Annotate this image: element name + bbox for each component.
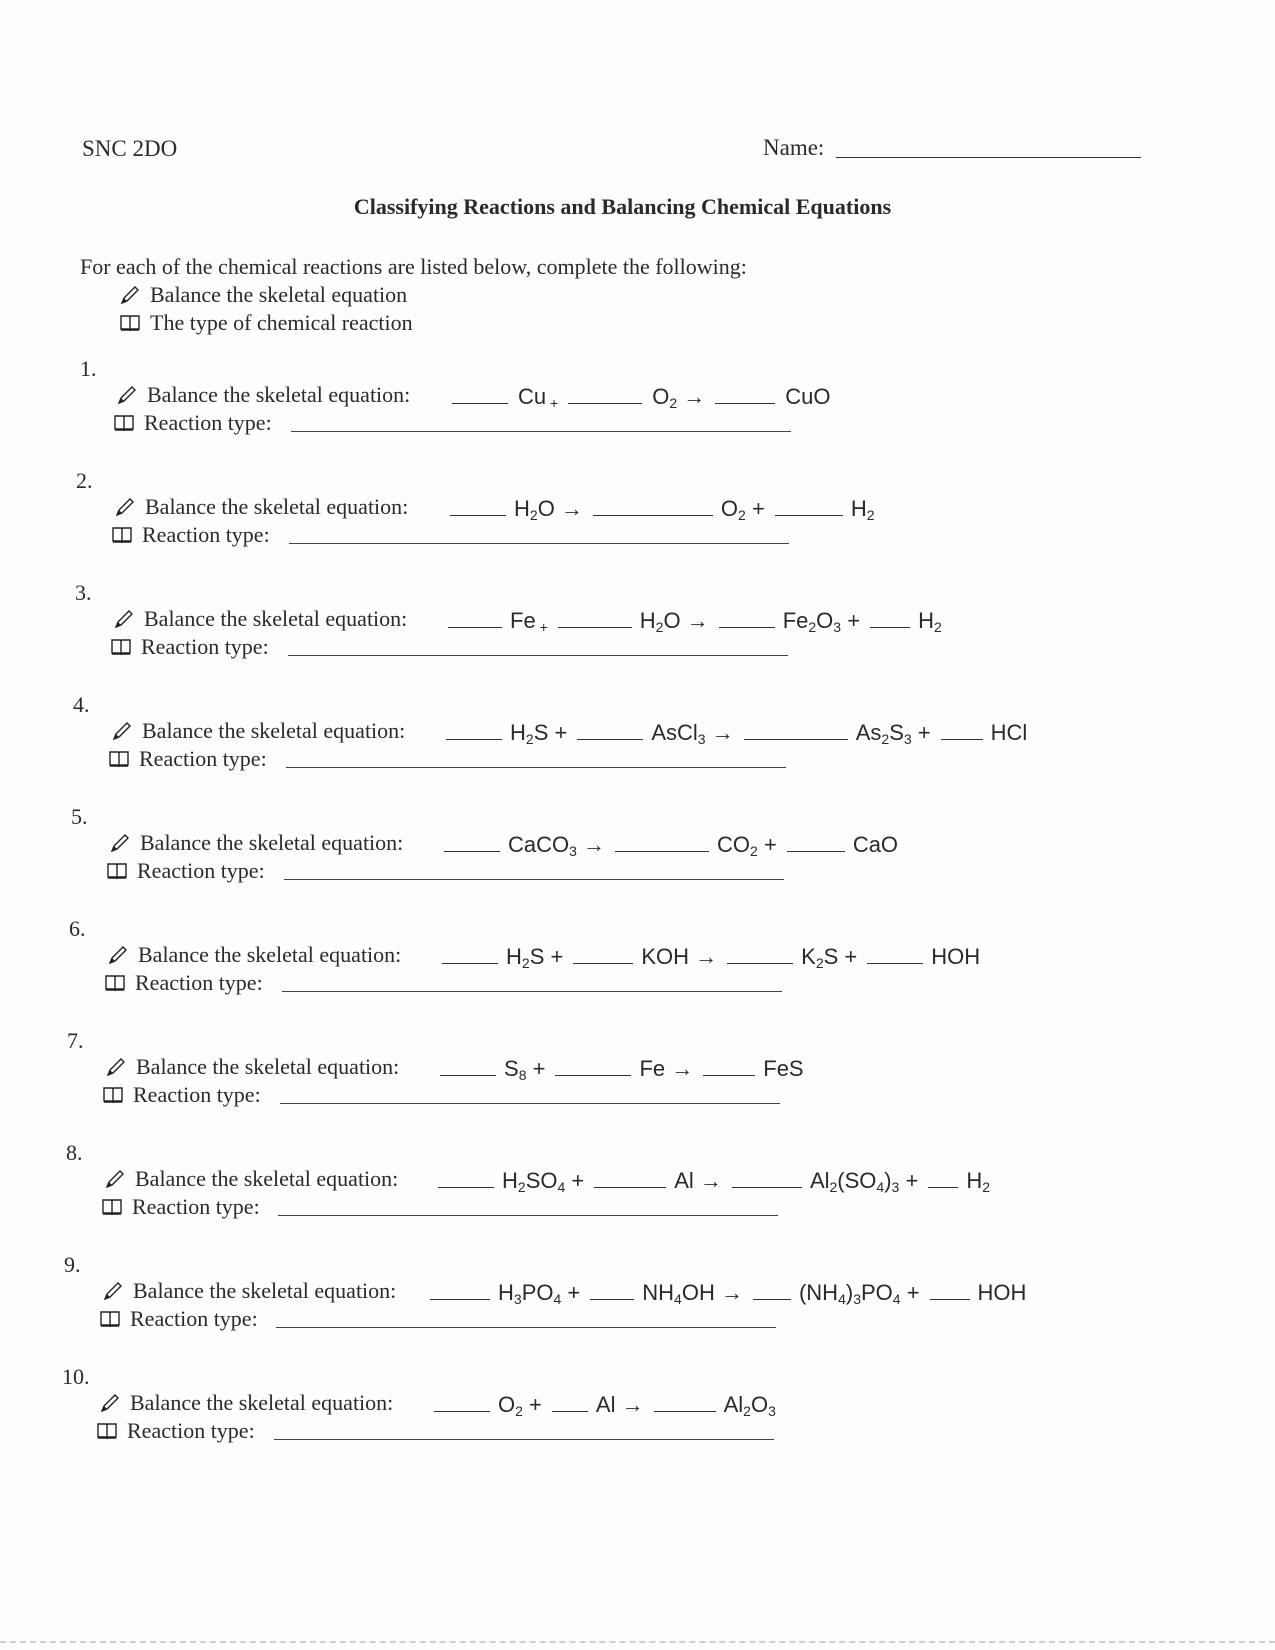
coefficient-blank[interactable] <box>727 962 793 964</box>
problem-number: 6. <box>69 916 86 941</box>
balance-label <box>108 942 401 968</box>
book-icon <box>97 1420 117 1438</box>
skeletal-equation <box>446 496 881 522</box>
reaction-type-field[interactable] <box>274 1438 774 1440</box>
coefficient-blank[interactable] <box>654 1410 716 1412</box>
balance-label <box>103 1278 396 1304</box>
page-title: Classifying Reactions and Balancing Chemical Equations <box>353 194 892 219</box>
chemical-formula: CaCO$_3$ → <box>508 832 606 859</box>
pencil-icon <box>106 1056 126 1074</box>
skeletal-equation <box>426 1280 1032 1306</box>
chemical-formula: $As_2S_3$ + <box>855 720 931 747</box>
chemical-formula: HCl <box>990 720 1028 745</box>
instruction-text: The type of chemical reaction <box>150 310 413 335</box>
book-icon <box>102 1196 122 1214</box>
reaction-type-label <box>102 1194 260 1220</box>
chemical-formula: $H_2$ <box>918 608 942 635</box>
pencil-icon <box>105 1168 125 1186</box>
name-field[interactable] <box>836 157 1141 158</box>
coefficient-blank[interactable] <box>870 626 910 628</box>
balance-label-text: Balance the skeletal equation: <box>130 1390 394 1415</box>
coefficient-blank[interactable] <box>930 1298 970 1300</box>
balance-label-text: Balance the skeletal equation: <box>144 606 408 631</box>
pencil-icon <box>120 284 140 302</box>
reaction-type-field[interactable] <box>284 878 784 880</box>
coefficient-blank[interactable] <box>732 1186 802 1188</box>
balance-label <box>112 718 405 744</box>
problem-number: 1. <box>80 356 97 381</box>
balance-label <box>114 606 407 632</box>
chemical-formula: $S_8$ + <box>504 1056 546 1083</box>
skeletal-equation <box>444 608 948 634</box>
chemical-formula: $CO_2$ + <box>717 832 777 859</box>
reaction-type-label <box>109 746 267 772</box>
chemical-formula: $Al_2O_3$ <box>723 1392 776 1419</box>
reaction-type-label-text: Reaction type: <box>132 1194 260 1219</box>
coefficient-blank[interactable] <box>438 1186 494 1188</box>
coefficient-blank[interactable] <box>719 626 775 628</box>
chemical-formula: Al → <box>595 1392 644 1417</box>
skeletal-equation <box>436 1056 810 1082</box>
reaction-type-label-text: Reaction type: <box>130 1306 258 1331</box>
reaction-type-label <box>103 1082 261 1108</box>
book-icon <box>105 972 125 990</box>
balance-label <box>110 830 403 856</box>
balance-label-text: Balance the skeletal equation: <box>138 942 402 967</box>
problem-number: 5. <box>71 804 88 829</box>
balance-label <box>115 494 408 520</box>
coefficient-blank[interactable] <box>787 850 845 852</box>
book-icon <box>120 312 140 330</box>
pencil-icon <box>108 944 128 962</box>
chemical-formula: $H_2S$ + <box>510 720 568 747</box>
coefficient-blank[interactable] <box>568 402 642 404</box>
balance-label-text: Balance the skeletal equation: <box>133 1278 397 1303</box>
pencil-icon <box>115 496 135 514</box>
reaction-type-label-text: Reaction type: <box>133 1082 261 1107</box>
reaction-type-label <box>112 522 270 548</box>
book-icon <box>107 860 127 878</box>
book-icon <box>112 524 132 542</box>
coefficient-blank[interactable] <box>440 1074 496 1076</box>
coefficient-blank[interactable] <box>744 738 848 740</box>
problem-number: 9. <box>64 1252 81 1277</box>
coefficient-blank[interactable] <box>442 962 498 964</box>
balance-label <box>117 382 410 408</box>
reaction-type-label <box>97 1418 255 1444</box>
pencil-icon <box>117 384 137 402</box>
reaction-type-label-text: Reaction type: <box>139 746 267 771</box>
reaction-type-field[interactable] <box>289 542 789 544</box>
balance-label-text: Balance the skeletal equation: <box>135 1166 399 1191</box>
problem-number: 7. <box>67 1028 84 1053</box>
problem-number: 3. <box>75 580 92 605</box>
chemical-formula: KOH → <box>641 944 718 969</box>
reaction-type-label <box>107 858 265 884</box>
reaction-type-label <box>105 970 263 996</box>
problem-number: 8. <box>66 1140 83 1165</box>
pencil-icon <box>114 608 134 626</box>
coefficient-blank[interactable] <box>867 962 923 964</box>
instruction-bullet-balance <box>120 282 407 308</box>
pencil-icon <box>112 720 132 738</box>
coefficient-blank[interactable] <box>703 1074 755 1076</box>
chemical-formula: $Al_2(SO_4)_3$ + <box>809 1168 919 1195</box>
pencil-icon <box>103 1280 123 1298</box>
pencil-icon <box>110 832 130 850</box>
book-icon <box>114 412 134 430</box>
book-icon <box>100 1308 120 1326</box>
coefficient-blank[interactable] <box>753 1298 791 1300</box>
chemical-formula: CuO <box>785 384 831 409</box>
chemical-formula: $H_3PO_4$ + <box>498 1280 581 1307</box>
instructions-intro: For each of the chemical reactions are listed below, complete the following: <box>80 254 747 279</box>
reaction-type-field[interactable] <box>282 990 782 992</box>
chemical-formula: FeS <box>763 1056 804 1081</box>
reaction-type-label <box>114 410 272 436</box>
coefficient-blank[interactable] <box>577 738 643 740</box>
chemical-formula: $(NH_4)_3PO_4$ + <box>798 1280 920 1307</box>
reaction-type-label-text: Reaction type: <box>135 970 263 995</box>
coefficient-blank[interactable] <box>444 850 500 852</box>
reaction-type-field[interactable] <box>276 1326 776 1328</box>
book-icon <box>109 748 129 766</box>
chemical-formula: $H_2O$ → <box>514 496 583 523</box>
reaction-type-field[interactable] <box>288 654 788 656</box>
coefficient-blank[interactable] <box>928 1186 958 1188</box>
instruction-bullet-type <box>120 310 413 336</box>
chemical-formula: $H_2$ <box>850 496 875 523</box>
chemical-formula: $H_2O$ → <box>639 608 709 635</box>
chemical-formula: $O_2$ + <box>498 1392 542 1419</box>
reaction-type-label-text: Reaction type: <box>141 634 269 659</box>
reaction-type-field[interactable] <box>280 1102 780 1104</box>
instruction-text: Balance the skeletal equation <box>150 282 408 307</box>
skeletal-equation <box>442 720 1033 746</box>
balance-label-text: Balance the skeletal equation: <box>136 1054 400 1079</box>
reaction-type-label-text: Reaction type: <box>142 522 270 547</box>
balance-label-text: Balance the skeletal equation: <box>147 382 411 407</box>
chemical-formula: $Fe_2O_3$ + <box>782 608 861 635</box>
name-label: Name: <box>763 135 825 160</box>
reaction-type-field[interactable] <box>291 430 791 432</box>
coefficient-blank[interactable] <box>941 738 983 740</box>
skeletal-equation <box>448 384 837 410</box>
coefficient-blank[interactable] <box>715 402 775 404</box>
chemical-formula: $H_2$ <box>966 1168 990 1195</box>
coefficient-blank[interactable] <box>615 850 709 852</box>
chemical-formula: CaO <box>852 832 899 857</box>
coefficient-blank[interactable] <box>430 1298 490 1300</box>
balance-label-text: Balance the skeletal equation: <box>142 718 406 743</box>
chemical-formula: $H_2SO_4$ + <box>502 1168 585 1195</box>
coefficient-blank[interactable] <box>555 1074 631 1076</box>
problem-number: 10. <box>62 1364 90 1389</box>
chemical-formula: $O_2$ + <box>720 496 765 523</box>
coefficient-blank[interactable] <box>434 1410 490 1412</box>
coefficient-blank[interactable] <box>573 962 633 964</box>
chemical-formula: AsCl$_3$ → <box>651 720 734 747</box>
balance-label <box>106 1054 399 1080</box>
page-edge-divider <box>0 1641 1275 1643</box>
chemical-formula: $K_2S$ + <box>801 944 858 971</box>
skeletal-equation <box>440 832 904 858</box>
coefficient-blank[interactable] <box>593 514 713 516</box>
pencil-icon <box>100 1392 120 1410</box>
chemical-formula: HOH <box>977 1280 1027 1305</box>
reaction-type-field[interactable] <box>286 766 786 768</box>
balance-label <box>105 1166 398 1192</box>
reaction-type-label-text: Reaction type: <box>137 858 265 883</box>
chemical-formula: Cu $_+$ <box>518 384 559 411</box>
coefficient-blank[interactable] <box>450 514 506 516</box>
problem-number: 2. <box>76 468 93 493</box>
balance-label-text: Balance the skeletal equation: <box>140 830 404 855</box>
coefficient-blank[interactable] <box>590 1298 634 1300</box>
coefficient-blank[interactable] <box>594 1186 666 1188</box>
chemical-formula: $NH_4OH$ → <box>642 1280 743 1307</box>
coefficient-blank[interactable] <box>446 738 502 740</box>
reaction-type-field[interactable] <box>278 1214 778 1216</box>
coefficient-blank[interactable] <box>448 626 502 628</box>
chemical-formula: $H_2S$ + <box>506 944 564 971</box>
chemical-formula: $O_2$ → <box>652 384 706 411</box>
chemical-formula: Fe → <box>639 1056 694 1081</box>
balance-label-text: Balance the skeletal equation: <box>145 494 409 519</box>
coefficient-blank[interactable] <box>558 626 632 628</box>
coefficient-blank[interactable] <box>552 1410 588 1412</box>
problem-number: 4. <box>73 692 90 717</box>
chemical-formula: Al → <box>674 1168 722 1193</box>
coefficient-blank[interactable] <box>775 514 843 516</box>
reaction-type-label <box>100 1306 258 1332</box>
reaction-type-label-text: Reaction type: <box>144 410 272 435</box>
skeletal-equation <box>438 944 986 970</box>
reaction-type-label <box>111 634 269 660</box>
book-icon <box>111 636 131 654</box>
skeletal-equation <box>434 1168 996 1194</box>
balance-label <box>100 1390 393 1416</box>
skeletal-equation <box>430 1392 782 1418</box>
reaction-type-label-text: Reaction type: <box>127 1418 255 1443</box>
coefficient-blank[interactable] <box>452 402 508 404</box>
chemical-formula: Fe $_+$ <box>510 608 548 635</box>
book-icon <box>103 1084 123 1102</box>
course-code: SNC 2DO <box>82 136 178 161</box>
chemical-formula: HOH <box>931 944 981 969</box>
